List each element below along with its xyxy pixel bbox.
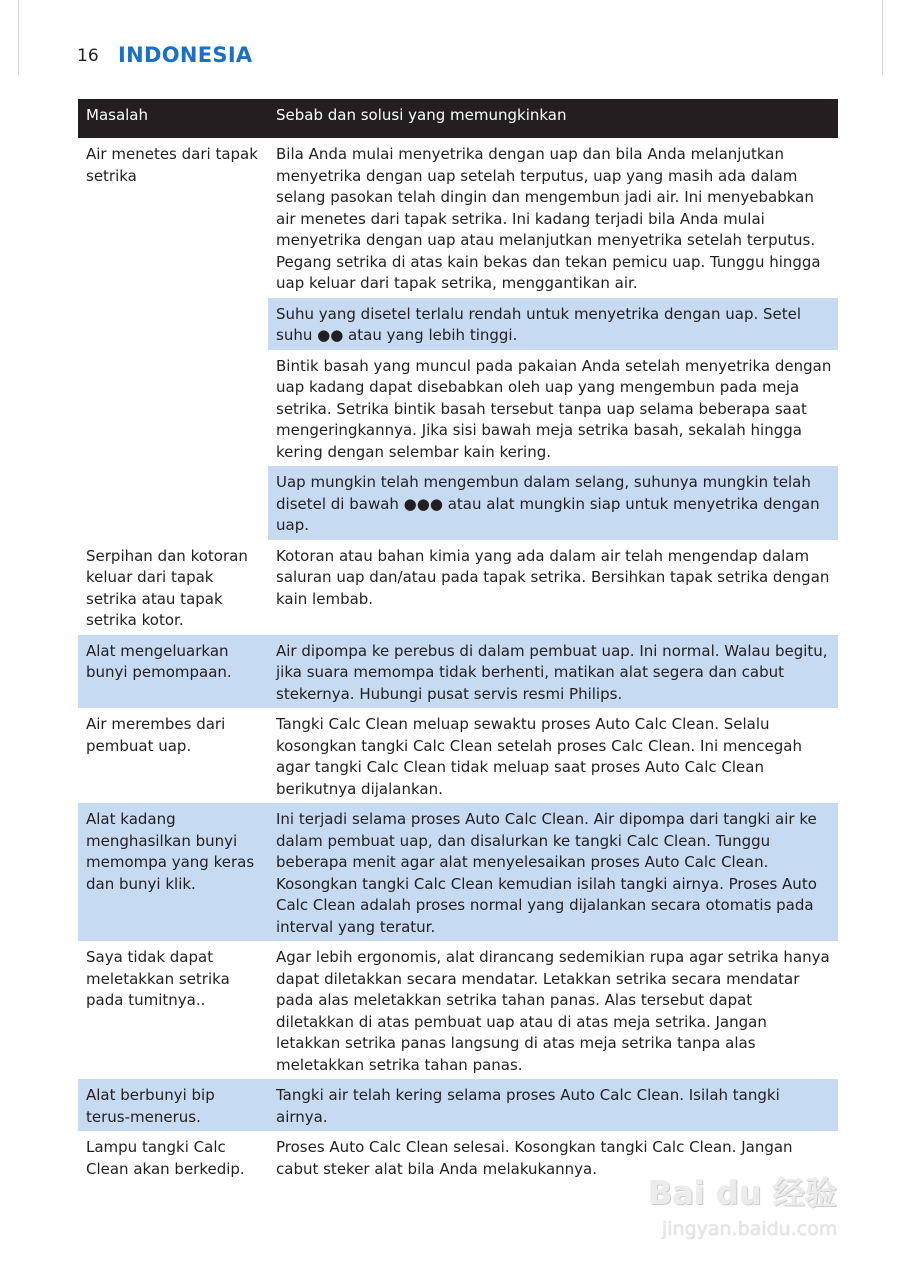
- page-number: 16: [77, 46, 99, 66]
- table-row: [78, 1079, 838, 1131]
- solution-cell: Bintik basah yang muncul pada pakaian Anda setelah menyetrika dengan uap kadang dapat disebabkan oleh uap yang mengembun pada meja setrika. Setrika bintik basah tersebut tanpa uap selama beberapa saat mengeringkannya. Jika sisi bawah meja setrika basah, sekalah hingga kering dengan selembar kain kering.: [268, 350, 838, 467]
- section-language-heading: INDONESIA: [118, 43, 253, 67]
- solution-cell: Agar lebih ergonomis, alat dirancang sedemikian rupa agar setrika hanya dapat diletakkan secara mendatar. Letakkan setrika secara mendatar pada alas meletakkan setrika tahan panas. Alas tersebut dapat diletakkan di atas pembuat uap atau di atas meja setrika. Jangan letakkan setrika panas langsung di atas meja setrika tanpa alas meletakkan setrika tahan panas.: [268, 941, 838, 1079]
- solution-cell: Ini terjadi selama proses Auto Calc Clean. Air dipompa dari tangki air ke dalam pembuat uap, dan disalurkan ke tangki Calc Clean. Tunggu beberapa menit agar alat menyelesaikan proses Auto Calc Clean. Kosongkan tangki Calc Clean kemudian isilah tangki airnya. Proses Auto Calc Clean adalah proses normal yang dijalankan secara otomatis pada interval yang teratur.: [268, 803, 838, 941]
- column-header-problem: Masalah: [78, 99, 268, 138]
- solution-cell: Tangki Calc Clean meluap sewaktu proses Auto Calc Clean. Selalu kosongkan tangki Calc Clean setelah proses Calc Clean. Ini mencegah agar tangki Calc Clean tidak meluap saat proses Auto Calc Clean berikutnya dijalankan.: [268, 708, 838, 803]
- table-row: [78, 708, 838, 803]
- crop-mark-right: [882, 0, 883, 75]
- table-row: [78, 298, 838, 350]
- table-header-row: [78, 99, 838, 138]
- solution-cell: Uap mungkin telah mengembun dalam selang, suhunya mungkin telah disetel di bawah ●●● atau alat mungkin siap untuk menyetrika dengan uap.: [268, 466, 838, 540]
- column-header-solution: Sebab dan solusi yang memungkinkan: [268, 99, 838, 138]
- crop-mark-left: [18, 0, 19, 75]
- problem-cell: Alat kadang menghasilkan bunyi memompa yang keras dan bunyi klik.: [78, 803, 268, 941]
- problem-cell: Serpihan dan kotoran keluar dari tapak setrika atau tapak setrika kotor.: [78, 540, 268, 635]
- problem-cell: Air merembes dari pembuat uap.: [78, 708, 268, 803]
- table-row: [78, 635, 838, 709]
- watermark-logo-text: Bai du 经验: [648, 1174, 837, 1212]
- troubleshooting-table: [78, 99, 838, 1183]
- table-row: [78, 540, 838, 635]
- solution-cell: Suhu yang disetel terlalu rendah untuk menyetrika dengan uap. Setel suhu ●● atau yang lebih tinggi.: [268, 298, 838, 350]
- problem-cell: Lampu tangki Calc Clean akan berkedip.: [78, 1131, 268, 1183]
- problem-cell: [78, 298, 268, 350]
- solution-cell: Bila Anda mulai menyetrika dengan uap dan bila Anda melanjutkan menyetrika dengan uap setelah terputus, uap yang masih ada dalam selang pasokan telah dingin dan mengembun jadi air. Ini menyebabkan air menetes dari tapak setrika. Ini kadang terjadi bila Anda mulai menyetrika dengan uap atau melanjutkan menyetrika setelah terputus. Pegang setrika di atas kain bekas dan tekan pemicu uap. Tunggu hingga uap keluar dari tapak setrika, menggantikan air.: [268, 138, 838, 298]
- problem-cell: Air menetes dari tapak setrika: [78, 138, 268, 298]
- solution-cell: Proses Auto Calc Clean selesai. Kosongkan tangki Calc Clean. Jangan cabut steker alat bila Anda melakukannya.: [268, 1131, 838, 1183]
- solution-cell: Tangki air telah kering selama proses Auto Calc Clean. Isilah tangki airnya.: [268, 1079, 838, 1131]
- table-row: [78, 466, 838, 540]
- table-row: [78, 350, 838, 467]
- problem-cell: Alat berbunyi bip terus-menerus.: [78, 1079, 268, 1131]
- baidu-jingyan-watermark: [648, 1168, 852, 1254]
- watermark-url: jingyan.baidu.com: [662, 1218, 838, 1240]
- table-row: [78, 941, 838, 1079]
- problem-cell: Saya tidak dapat meletakkan setrika pada tumitnya..: [78, 941, 268, 1079]
- problem-cell: [78, 350, 268, 467]
- table-row: [78, 138, 838, 298]
- solution-cell: Kotoran atau bahan kimia yang ada dalam air telah mengendap dalam saluran uap dan/atau pada tapak setrika. Bersihkan tapak setrika dengan kain lembab.: [268, 540, 838, 635]
- table-row: [78, 803, 838, 941]
- problem-cell: [78, 466, 268, 540]
- problem-cell: Alat mengeluarkan bunyi pemompaan.: [78, 635, 268, 709]
- solution-cell: Air dipompa ke perebus di dalam pembuat uap. Ini normal. Walau begitu, jika suara memompa tidak berhenti, matikan alat segera dan cabut stekernya. Hubungi pusat servis resmi Philips.: [268, 635, 838, 709]
